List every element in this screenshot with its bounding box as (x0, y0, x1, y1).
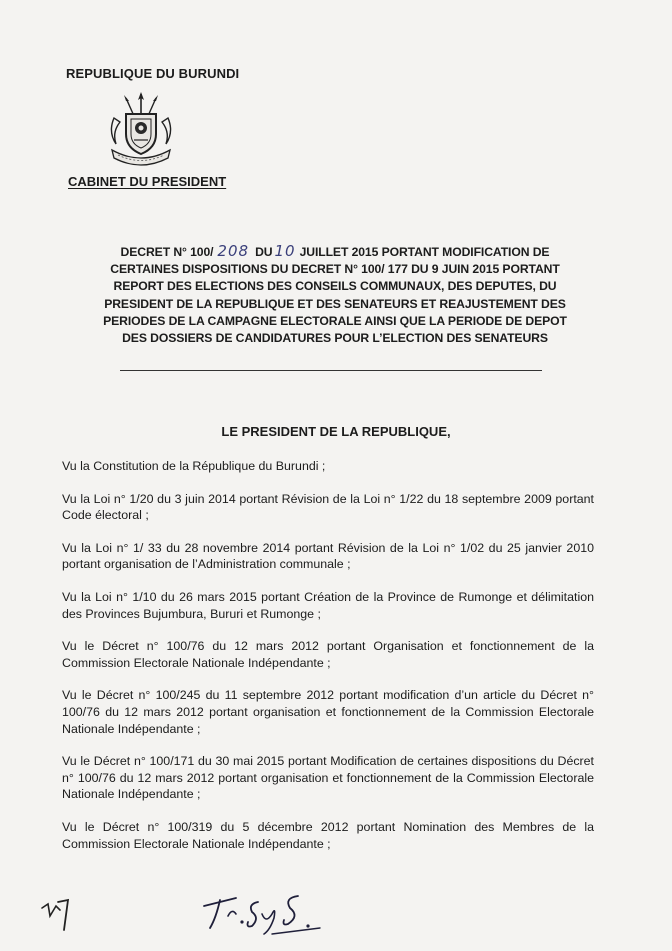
consideration-item: Vu le Décret n° 100/171 du 30 mai 2015 portant Modification de certaines dispositions du Décret n° 100/76 du 12 mars 2012 portant organisation et fonctionnement de la Commission Electorale Nationale Indépendante ; (62, 754, 594, 802)
consideration-item: Vu la Loi n° 1/10 du 26 mars 2015 portant Création de la Province de Rumonge et délimitation des Provinces Bujumbura, Bururi et Rumonge ; (62, 589, 594, 621)
decree-du: DU (255, 245, 273, 259)
consideration-item: Vu le Décret n° 100/76 du 12 mars 2012 portant Organisation et fonctionnement de la Commission Electorale Nationale Indépendante ; (62, 639, 594, 670)
decree-title (60, 243, 610, 347)
decree-line1-rest: JUILLET 2015 PORTANT MODIFICATION DE (299, 245, 550, 259)
title-divider (120, 370, 542, 371)
decree-title-line-5: PERIODES DE LA CAMPAGNE ELECTORALE AINSI QUE LA PERIODE DE DEPOT (103, 313, 567, 328)
decree-title-line-4: PRESIDENT DE LA REPUBLIQUE ET DES SENATEURS ET REAJUSTEMENT DES (104, 296, 566, 311)
decree-prefix: DECRET N° 100/ (120, 245, 214, 259)
considerations-list (62, 458, 594, 868)
consideration-item: Vu le Décret n° 100/245 du 11 septembre 2012 portant modification d’un article du Décret n° 100/76 du 12 mars 2012 portant organisation et fonctionnement de la Commission Electorale Nationale Indépendante ; (62, 688, 594, 736)
handwritten-decree-number: 208 (217, 242, 250, 260)
consideration-item: Vu la Loi n° 1/20 du 3 juin 2014 portant Révision de la Loi n° 1/22 du 18 septembre 2009 portant Code électoral ; (62, 491, 594, 523)
consideration-item: Vu le Décret n° 100/319 du 5 décembre 2012 portant Nomination des Membres de la Commission Electorale Nationale Indépendante ; (62, 819, 594, 851)
consideration-item: Vu la Loi n° 1/ 33 du 28 novembre 2014 portant Révision de la Loi n° 1/02 du 25 janvier 2010 portant organisation de l’Administration communale ; (62, 540, 594, 572)
handwritten-initials-icon (38, 896, 76, 934)
handwritten-signature-icon (198, 884, 328, 940)
coat-of-arms-icon (104, 92, 178, 170)
decree-title-line-2: CERTAINES DISPOSITIONS DU DECRET N° 100/ 177 DU 9 JUIN 2015 PORTANT (110, 262, 560, 277)
decree-title-line-1 (60, 243, 610, 261)
president-heading: LE PRESIDENT DE LA REPUBLIQUE, (221, 424, 451, 439)
decree-title-line-3: REPORT DES ELECTIONS DES CONSEILS COMMUNAUX, DES DEPUTES, DU (113, 279, 557, 294)
cabinet-header: CABINET DU PRESIDENT (68, 174, 227, 189)
consideration-item: Vu la Constitution de la République du Burundi ; (62, 459, 326, 473)
decree-title-line-6: DES DOSSIERS DE CANDIDATURES POUR L’ELECTION DES SENATEURS (122, 331, 548, 346)
handwritten-day: 10 (274, 242, 296, 260)
republic-header: REPUBLIQUE DU BURUNDI (66, 66, 240, 81)
